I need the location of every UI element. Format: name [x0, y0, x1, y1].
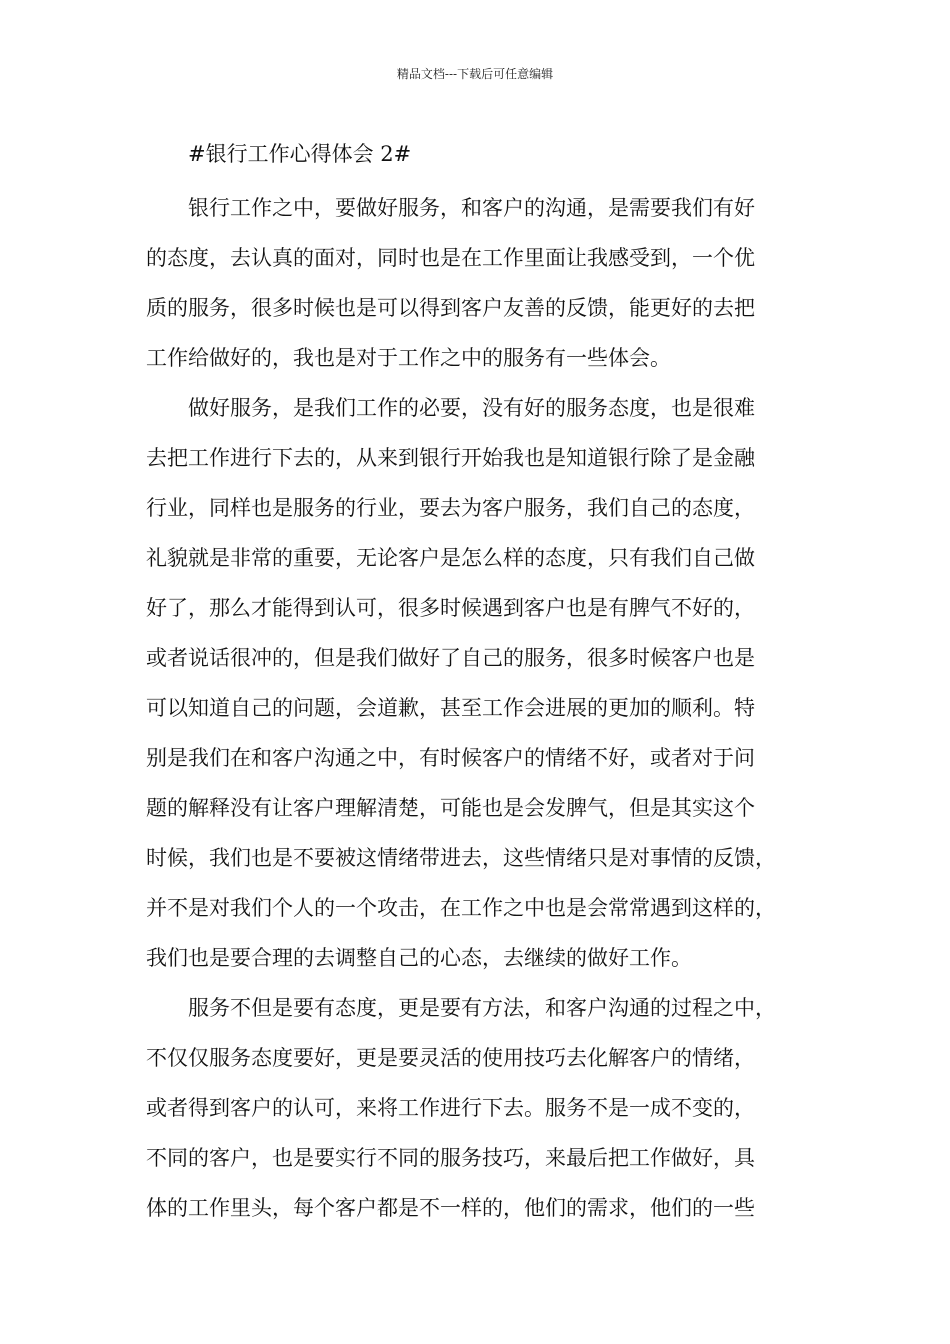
paragraph-line: 银行工作之中，要做好服务，和客户的沟通，是需要我们有好 — [188, 196, 755, 220]
paragraph-2 — [146, 383, 826, 983]
paragraph-line: 并不是对我们个人的一个攻击，在工作之中也是会常常遇到这样的， — [146, 896, 776, 920]
paragraph-line: 题的解释没有让客户理解清楚，可能也是会发脾气，但是其实这个 — [146, 796, 755, 820]
paragraph-line: 服务不但是要有态度，更是要有方法，和客户沟通的过程之中， — [188, 996, 776, 1020]
paragraph-line: 行业，同样也是服务的行业，要去为客户服务，我们自己的态度， — [146, 496, 755, 520]
paragraph-line: 不仅仅服务态度要好，更是要灵活的使用技巧去化解客户的情绪， — [146, 1046, 755, 1070]
paragraph-1 — [146, 183, 826, 383]
article-body — [146, 183, 826, 1233]
article-title: #银行工作心得体会 2# — [188, 142, 412, 166]
paragraph-line: 时候，我们也是不要被这情绪带进去，这些情绪只是对事情的反馈， — [146, 846, 776, 870]
paragraph-line: 的态度，去认真的面对，同时也是在工作里面让我感受到，一个优 — [146, 246, 755, 270]
paragraph-line: 可以知道自己的问题，会道歉，甚至工作会进展的更加的顺利。特 — [146, 696, 755, 720]
paragraph-line: 去把工作进行下去的，从来到银行开始我也是知道银行除了是金融 — [146, 446, 755, 470]
page-header-watermark: 精品文档---下载后可任意编辑 — [396, 67, 554, 81]
paragraph-line: 别是我们在和客户沟通之中，有时候客户的情绪不好，或者对于问 — [146, 746, 755, 770]
paragraph-line: 礼貌就是非常的重要，无论客户是怎么样的态度，只有我们自己做 — [146, 546, 755, 570]
paragraph-line: 我们也是要合理的去调整自己的心态，去继续的做好工作。 — [146, 946, 692, 970]
paragraph-line: 做好服务，是我们工作的必要，没有好的服务态度，也是很难 — [188, 396, 755, 420]
paragraph-line: 或者说话很冲的，但是我们做好了自己的服务，很多时候客户也是 — [146, 646, 755, 670]
paragraph-3 — [146, 983, 826, 1233]
paragraph-line: 或者得到客户的认可，来将工作进行下去。服务不是一成不变的， — [146, 1096, 755, 1120]
paragraph-line: 体的工作里头，每个客户都是不一样的，他们的需求，他们的一些 — [146, 1196, 755, 1220]
paragraph-line: 不同的客户，也是要实行不同的服务技巧，来最后把工作做好，具 — [146, 1146, 755, 1170]
paragraph-line: 好了，那么才能得到认可，很多时候遇到客户也是有脾气不好的， — [146, 596, 755, 620]
paragraph-line: 工作给做好的，我也是对于工作之中的服务有一些体会。 — [146, 346, 671, 370]
paragraph-line: 质的服务，很多时候也是可以得到客户友善的反馈，能更好的去把 — [146, 296, 755, 320]
